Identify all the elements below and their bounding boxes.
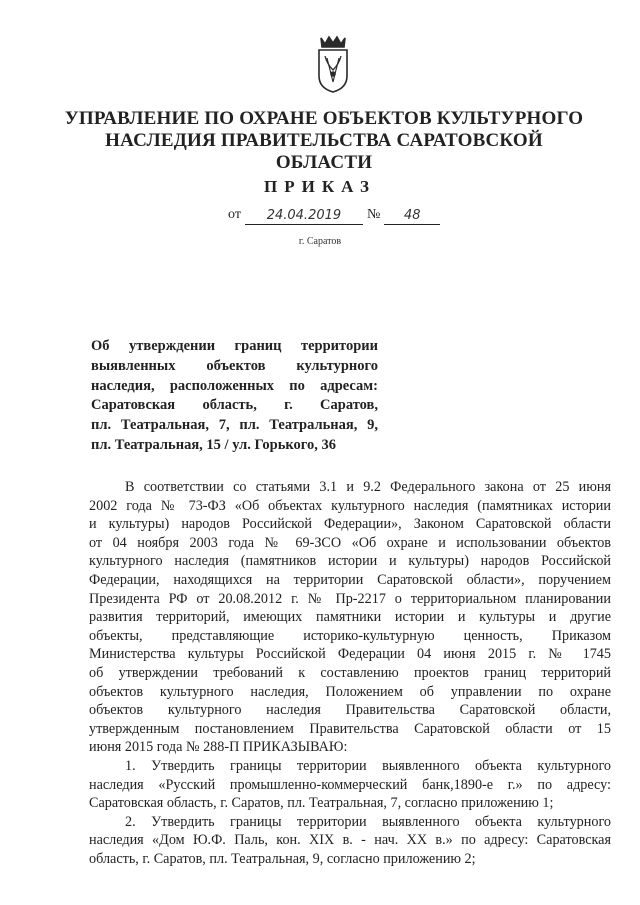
order-subject — [91, 337, 378, 456]
order-title: ПРИКАЗ — [264, 177, 376, 196]
body-line: В соответствии со статьями 3.1 и 9.2 Федерального закона от 25 июня — [125, 479, 611, 495]
organization-line-2: НАСЛЕДИЯ ПРАВИТЕЛЬСТВА САРАТОВСКОЙ ОБЛАСТИ — [105, 130, 543, 173]
body-line: наследия «Русский промышленно-коммерческий банк,1890-е г.» по адресу: — [89, 776, 611, 793]
body-line: Федерации, находящихся на территории Саратовской области», поручением — [89, 571, 611, 588]
date-prefix: от — [228, 207, 241, 222]
body-line: 2002 года № 73-ФЗ «Об объектах культурного наследия (памятниках истории — [89, 497, 611, 514]
body-line: Президента РФ от 20.08.2012 г. № Пр-2217 о территориальном планировании — [89, 590, 611, 607]
body-line: Саратовская область, г. Саратов, пл. Театральная, 7, согласно приложению 1; — [89, 795, 554, 812]
body-line: объектов культурного наследия Правительства Саратовской области, — [89, 702, 611, 719]
order-date-number-line — [228, 203, 440, 225]
subject-line: Саратовская область, г. Саратов, — [91, 397, 378, 414]
organization-name — [60, 108, 588, 174]
body-line: Министерства культуры Российской Федерации 04 июня 2015 г. № 1745 — [89, 646, 611, 663]
order-date: 24.04.2019 — [245, 208, 363, 225]
organization-line-1: УПРАВЛЕНИЕ ПО ОХРАНЕ ОБЪЕКТОВ КУЛЬТУРНОГО — [64, 108, 584, 129]
body-line: 2. Утвердить границы территории выявленного объекта культурного — [125, 813, 611, 830]
body-line: объекты, представляющие историко-культурную ценность, Приказом — [89, 627, 611, 644]
subject-line: пл. Театральная, 7, пл. Театральная, 9, — [91, 417, 378, 434]
order-number: 48 — [384, 208, 440, 225]
body-line: наследия «Дом Ю.Ф. Паль, кон. XIX в. - нач. XX в.» по адресу: Саратовская — [89, 832, 611, 849]
body-line: развития территорий, имеющих памятники истории и культуры и другие — [89, 609, 611, 626]
subject-line: пл. Театральная, 15 / ул. Горького, 36 — [91, 436, 337, 453]
saratov-coat-of-arms-icon — [313, 34, 353, 94]
body-line: и культуры) народов Российской Федерации», Законом Саратовской области — [89, 516, 611, 533]
body-line: об утверждении требований к составлению проектов границ территорий — [89, 664, 611, 681]
subject-line: наследия, расположенных по адресам: — [91, 377, 378, 394]
body-line: объектов культурного наследия, Положением об управлении по охране — [89, 683, 611, 700]
body-line: культурного наследия (памятников истории и культуры) народов Российской — [89, 553, 611, 570]
body-line: от 04 ноября 2003 года № 69-ЗСО «Об охране и использовании объектов — [89, 534, 611, 551]
subject-line: Об утверждении границ территории — [91, 338, 378, 354]
city-name: г. Саратов — [298, 236, 342, 247]
body-line: область, г. Саратов, пл. Театральная, 9, согласно приложению 2; — [89, 850, 476, 867]
body-line: 1. Утвердить границы территории выявленного объекта культурного — [125, 757, 611, 774]
body-line: утвержденным постановлением Правительства Саратовской области от 15 — [89, 720, 611, 737]
number-prefix: № — [366, 207, 381, 222]
order-body — [89, 478, 611, 868]
subject-line: выявленных объектов культурного — [91, 357, 378, 374]
body-line: июня 2015 года № 288-П ПРИКАЗЫВАЮ: — [89, 739, 348, 756]
